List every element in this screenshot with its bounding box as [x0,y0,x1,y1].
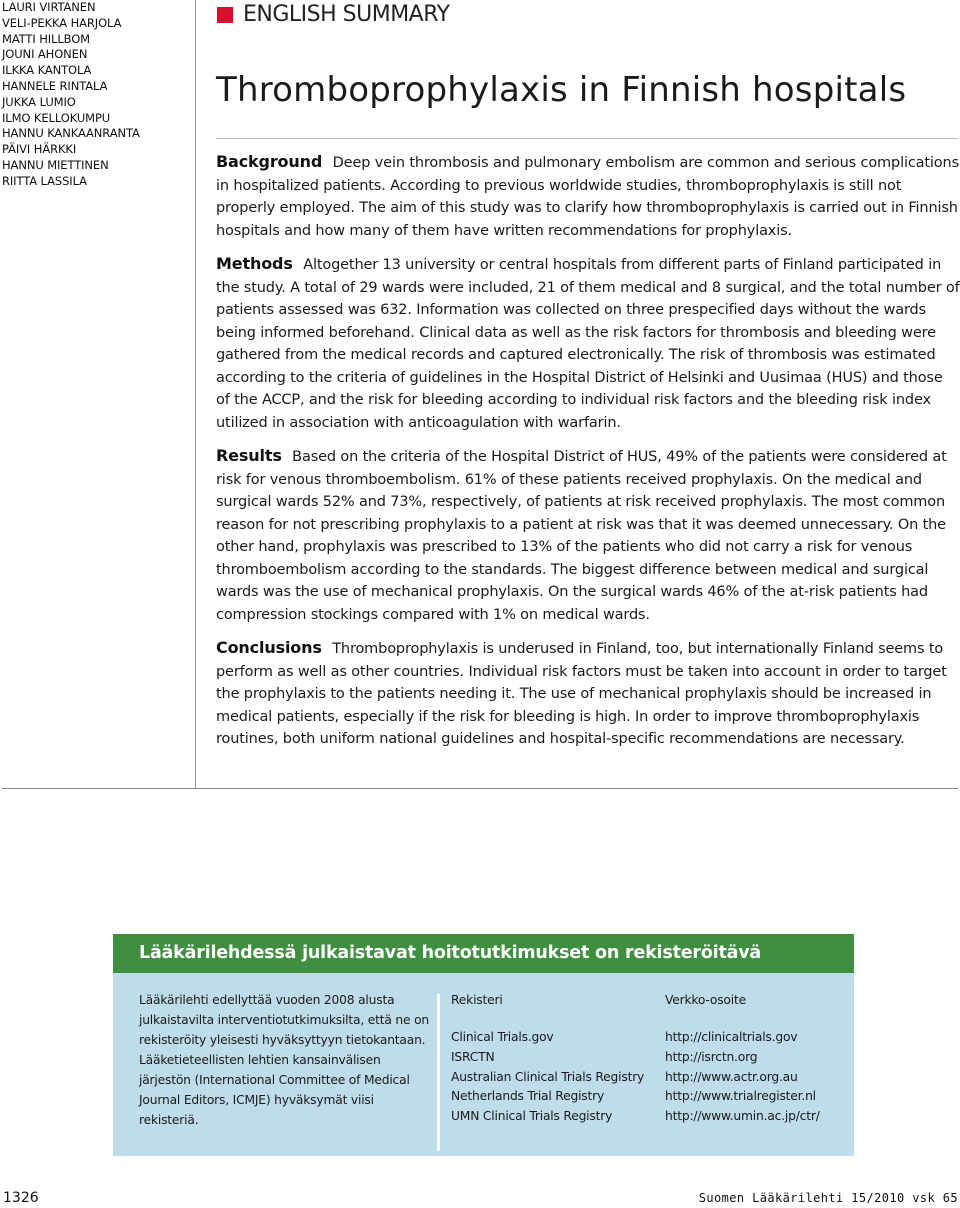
registry-url: http://isrctn.org [665,1049,758,1064]
author-name: VELI-PEKKA HARJOLA [2,15,122,30]
author-name: JUKKA LUMIO [2,94,76,109]
author-name: ILMO KELLOKUMPU [2,110,111,125]
author-name: JOUNI AHONEN [2,47,88,62]
background-text: Deep vein thrombosis and pulmonary embolism are common and serious complications in hospitalized patients. According to previous worldwide studies, thromboprophylaxis is still not properly employed. The aim of this study was to clarify how thromboprophylaxis is carried out in Finnish hospitals and how many of them have written recommendations for prophylaxis. [216,155,959,239]
url-column-header: Verkko-osoite [665,993,746,1007]
section-tag-label: ENGLISH SUMMARY [243,2,450,27]
registry-box [113,934,854,1156]
author-name: LAURI VIRTANEN [2,0,96,14]
author-name: HANNELE RINTALA [2,78,108,93]
methods-heading: Methods [216,254,293,273]
registry-name: Australian Clinical Trials Registry [451,1069,645,1084]
registry-name: ISRCTN [451,1049,495,1064]
author-name: ILKKA KANTOLA [2,63,92,78]
registry-url: http://www.umin.ac.jp/ctr/ [665,1109,820,1124]
results-text: Based on the criteria of the Hospital District of HUS, 49% of the patients were considered at risk for venous thromboembolism. 61% of these patients received prophylaxis. On the medical and surgical wards 52% and 73%, respectively, of patients at risk received prophylaxis. The most common reason for not prescribing prophylaxis to a patient at risk was that it was deemed unnecessary. On the other hand, prophylaxis was prescribed to 13% of the patients who did not carry a risk for venous thromboembolism according to the standards. The biggest difference between medical and surgical wards was the use of mechanical prophylaxis. On the surgical wards 46% of the at-risk patients had compression stockings compared with 1% on medical wards. [216,449,947,623]
section-tag [217,2,450,27]
column-divider [195,0,196,788]
page-number: 1326 [3,1190,39,1206]
registry-name: Clinical Trials.gov [451,1030,554,1044]
registry-name-column [451,990,661,1127]
abstract [216,151,960,762]
author-name: MATTI HILLBOM [2,31,91,46]
registry-box-title: Lääkärilehdessä julkaistavat hoitotutkimukset on rekisteröitävä [113,934,854,973]
author-name: HANNU KANKAANRANTA [2,126,140,141]
conclusions-text: Thromboprophylaxis is underused in Finland, too, but internationally Finland seems to perform as well as other countries. Individual risk factors must be taken into account in order to target the prophylaxis to the patients needing it. The use of mechanical prophylaxis should be increased in medical patients, especially if the risk for bleeding is high. In order to improve thromboprophylaxis routines, both uniform national guidelines and hospital-specific recommendations are necessary. [216,641,947,747]
author-name: PÄIVI HÄRKKI [2,142,77,157]
registry-name: Netherlands Trial Registry [451,1089,605,1104]
registry-column-header: Rekisteri [451,993,503,1007]
registry-name: UMN Clinical Trials Registry [451,1109,613,1124]
journal-info: Suomen Lääkärilehti 15/2010 vsk 65 [698,1191,958,1205]
registry-url-column [665,990,875,1127]
results-heading: Results [216,446,282,465]
article-bottom-divider [2,788,958,789]
background-paragraph [216,151,960,242]
background-heading: Background [216,152,323,171]
registry-box-divider [437,994,440,1151]
title-divider [216,138,958,139]
registry-box-intro: Lääkärilehti edellyttää vuoden 2008 alusta julkaistavilta interventiotutkimuksilta, että ne on rekisteröity yleisesti hyväksyttyyn tietokantaan. Lääketieteellisten lehtien kansainvälisen järjestön (International Committee of Medical Journal Editors, ICMJE) hyväksymät viisi rekisteriä. [139,993,429,1127]
author-name: HANNU MIETTINEN [2,157,109,172]
methods-paragraph [216,253,960,434]
registry-url: http://www.trialregister.nl [665,1089,816,1104]
results-paragraph [216,445,960,626]
red-square-icon [217,7,233,23]
registry-url: http://clinicaltrials.gov [665,1030,798,1044]
author-name: RIITTA LASSILA [2,173,87,188]
article-title: Thromboprophylaxis in Finnish hospitals [216,70,907,110]
author-list [2,0,192,190]
conclusions-paragraph [216,637,960,751]
methods-text: Altogether 13 university or central hospitals from different parts of Finland participated in the study. A total of 29 wards were included, 21 of them medical and 8 surgical, and the total number of patients assessed was 632. Information was collected on three prespecified days without the wards being informed beforehand. Clinical data as well as the risk factors for thrombosis and bleeding were gathered from the medical records and captured electronically. The risk of thrombosis was estimated according to the criteria of guidelines in the Hospital District of Helsinki and Uusimaa (HUS) and those of the ACCP, and the risk for bleeding according to individual risk factors and the bleeding risk index utilized in association with anticoagulation with warfarin. [216,257,960,431]
conclusions-heading: Conclusions [216,638,322,657]
registry-url: http://www.actr.org.au [665,1069,798,1084]
